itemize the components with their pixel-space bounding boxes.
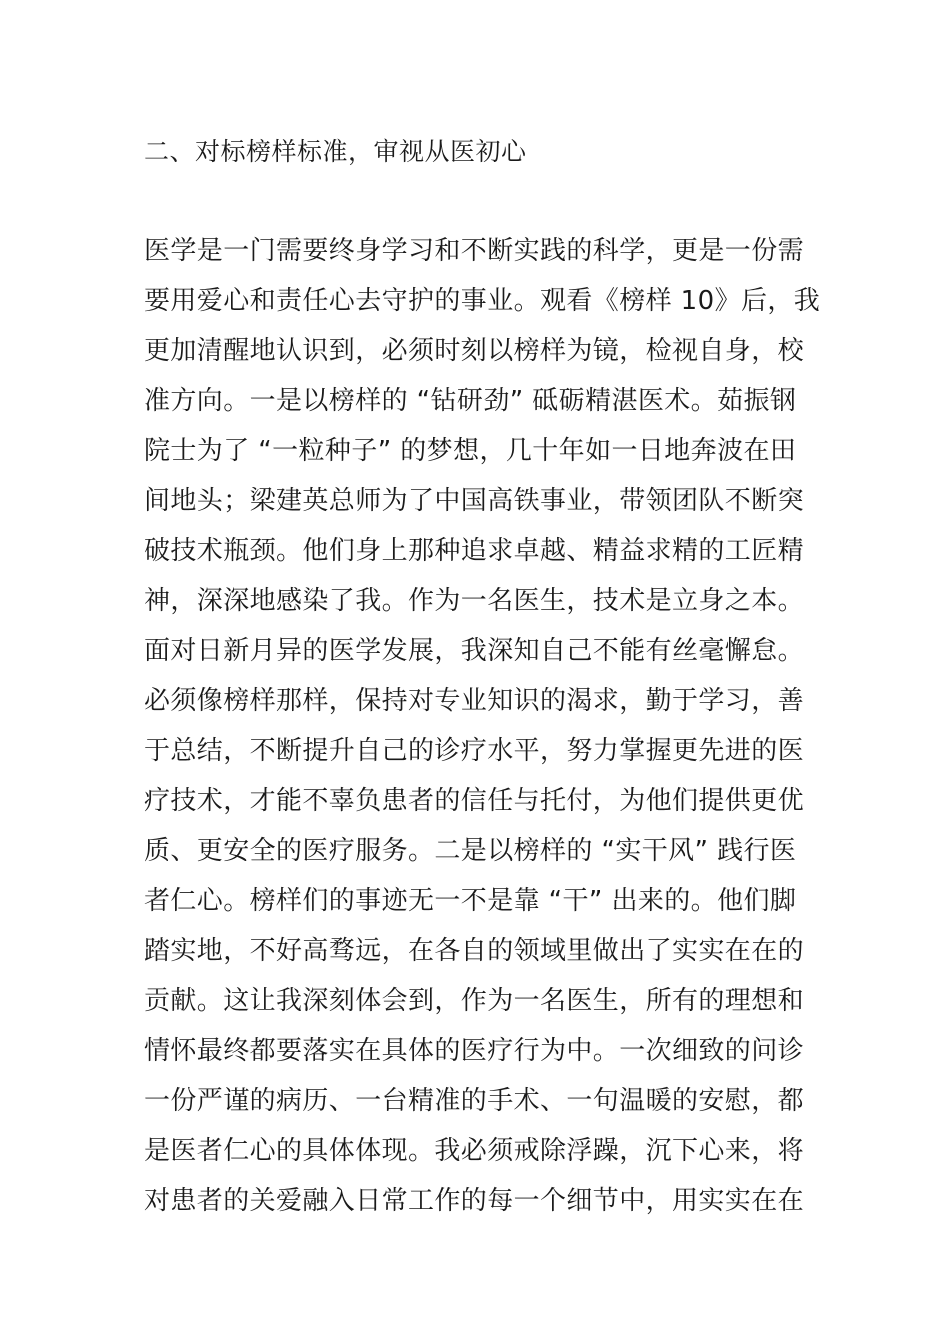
paragraph-line: 医学是一门需要终身学习和不断实践的科学，更是一份需	[144, 236, 805, 266]
paragraph-line: 贡献。这让我深刻体会到，作为一名医生，所有的理想和	[144, 986, 805, 1016]
paragraph-line: 者仁心。榜样们的事迹无一不是靠 “干” 出来的。他们脚	[144, 886, 797, 916]
paragraph-line: 准方向。一是以榜样的 “钻研劲” 砥砺精湛医术。茹振钢	[144, 386, 797, 416]
body-paragraph	[144, 226, 824, 1226]
paragraph-line: 破技术瓶颈。他们身上那种追求卓越、精益求精的工匠精	[144, 536, 805, 566]
paragraph-line: 质、更安全的医疗服务。二是以榜样的 “实干风” 践行医	[144, 836, 797, 866]
paragraph-line: 必须像榜样那样，保持对专业知识的渴求，勤于学习，善	[144, 686, 805, 716]
paragraph-line: 面对日新月异的医学发展，我深知自己不能有丝毫懈怠。	[144, 636, 805, 666]
paragraph-line: 神，深深地感染了我。作为一名医生，技术是立身之本。	[144, 586, 805, 616]
paragraph-line: 踏实地，不好高骛远，在各自的领域里做出了实实在在的	[144, 936, 805, 966]
paragraph-line: 更加清醒地认识到，必须时刻以榜样为镜，检视自身，校	[144, 336, 805, 366]
section-heading: 二、对标榜样标准，审视从医初心	[144, 137, 527, 166]
paragraph-line: 是医者仁心的具体体现。我必须戒除浮躁，沉下心来，将	[144, 1136, 805, 1166]
paragraph-line: 间地头；梁建英总师为了中国高铁事业，带领团队不断突	[144, 486, 805, 516]
paragraph-line: 疗技术，才能不辜负患者的信任与托付，为他们提供更优	[144, 786, 805, 816]
paragraph-line: 一份严谨的病历、一台精准的手术、一句温暖的安慰，都	[144, 1086, 805, 1116]
paragraph-line: 情怀最终都要落实在具体的医疗行为中。一次细致的问诊	[144, 1036, 805, 1066]
paragraph-line: 要用爱心和责任心去守护的事业。观看《榜样 10》后，我	[144, 286, 821, 316]
paragraph-line: 院士为了 “一粒种子” 的梦想，几十年如一日地奔波在田	[144, 436, 797, 466]
paragraph-line: 于总结，不断提升自己的诊疗水平，努力掌握更先进的医	[144, 736, 805, 766]
paragraph-line: 对患者的关爱融入日常工作的每一个细节中，用实实在在	[144, 1186, 805, 1216]
